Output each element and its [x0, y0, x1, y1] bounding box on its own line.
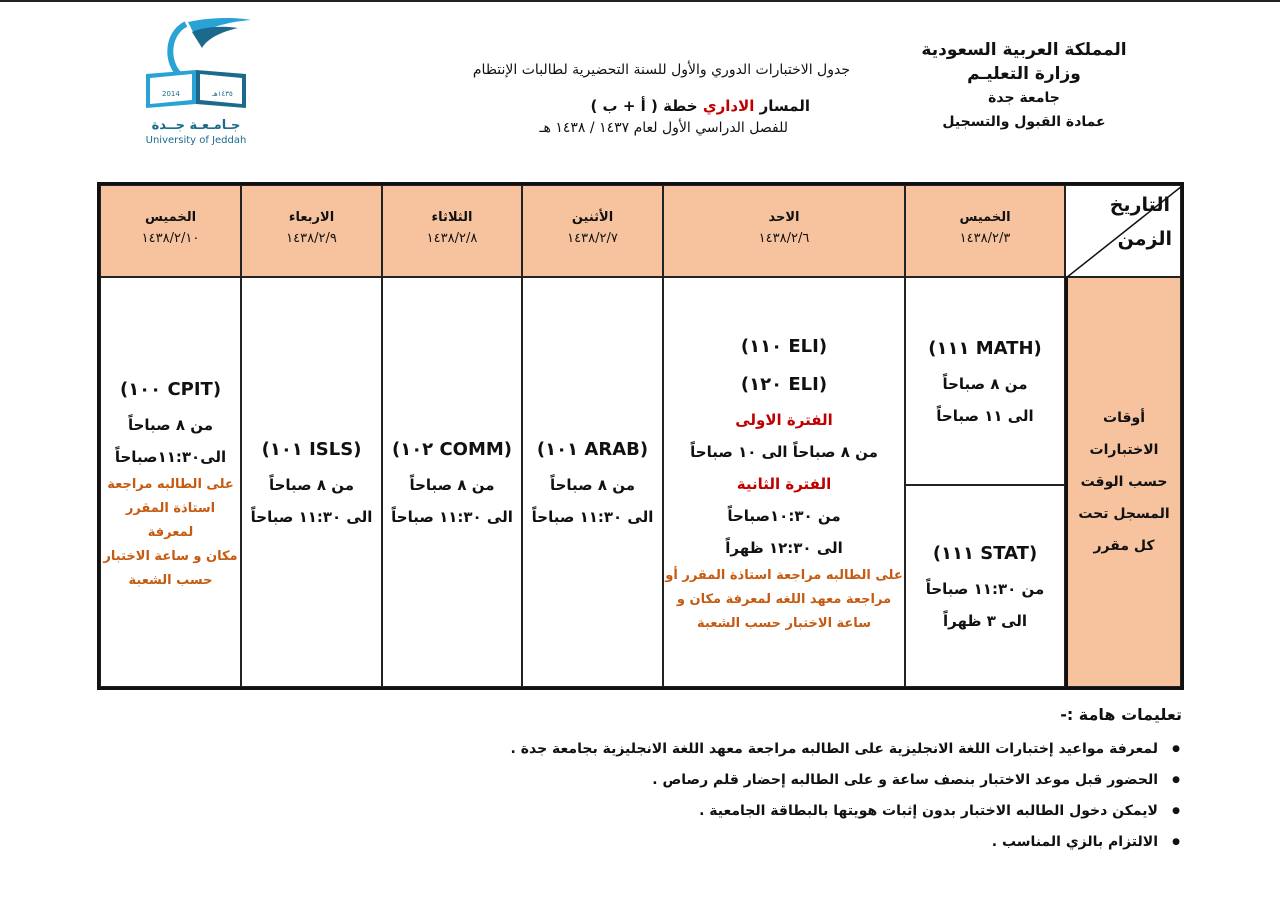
- logo-arabic-name: جـامـعـة جــدة: [151, 118, 241, 133]
- side-line: الاختبارات: [1089, 442, 1159, 458]
- logo-year-1: 2014: [162, 90, 180, 98]
- course-code: (ISLS ١٠١): [261, 439, 362, 460]
- day-header: [905, 185, 1065, 277]
- exam-end: الى ١١:٣٠ صباحاً: [250, 508, 373, 526]
- exam-end: الى ١٢:٣٠ ظهراً: [725, 539, 843, 557]
- institution-header: [894, 38, 1154, 134]
- period-label: الفترة الاولى: [735, 411, 833, 429]
- exam-end: الى ٣ ظهراً: [942, 612, 1028, 630]
- day-header: [382, 185, 522, 277]
- day-name: الاربعاء: [288, 210, 335, 225]
- day-date: ١٤٣٨/٢/٩: [286, 231, 337, 246]
- exam-note: على الطالبه مراجعة: [107, 477, 234, 492]
- exam-end: الى ١١:٣٠ صباحاً: [391, 508, 513, 526]
- exam-note: حسب الشعبة: [128, 573, 213, 588]
- day-name: الثلاثاء: [431, 210, 473, 225]
- track-label: المسار: [759, 97, 810, 115]
- side-line: كل مقرر: [1093, 538, 1155, 554]
- logo-year-2: ١٤٣٥هـ: [212, 90, 233, 98]
- logo-english-name: University of Jeddah: [145, 135, 247, 146]
- exam-end: الى ١١ صباحاً: [936, 407, 1034, 425]
- exam-note: استاذة المقرر لمعرفة: [125, 501, 216, 540]
- exam-end: الى ١١:٣٠ صباحاً: [531, 508, 654, 526]
- side-line: أوقات: [1103, 410, 1145, 426]
- side-line: حسب الوقت: [1080, 474, 1168, 490]
- day-date: ١٤٣٨/٢/١٠: [141, 231, 200, 246]
- exam-note: مكان و ساعة الاختبار: [103, 549, 238, 564]
- period-label: الفترة الثانية: [736, 475, 832, 493]
- date-label: التاريخ: [1109, 194, 1170, 216]
- country-name: المملكة العربية السعودية: [921, 40, 1127, 60]
- day-header: [522, 185, 663, 277]
- day-date: ١٤٣٨/٢/٨: [426, 231, 478, 246]
- exam-cell-math: [905, 277, 1065, 485]
- ministry-name: وزارة التعليـم: [967, 64, 1081, 84]
- logo-book-icon: [126, 14, 266, 118]
- exam-cell-comm: [382, 277, 522, 687]
- document-title: [410, 62, 850, 136]
- course-code: (ELI ١٢٠): [740, 374, 828, 395]
- deanship-name: عمادة القبول والتسجيل: [942, 114, 1106, 130]
- title-line-1: جدول الاختبارات الدوري والأول للسنة التحضيرية لطالبات الإنتظام: [472, 62, 850, 78]
- plan-label: خطة ( أ + ب ): [590, 97, 698, 115]
- day-name: الخميس: [144, 210, 197, 225]
- side-line: المسجل تحت: [1078, 506, 1170, 522]
- exam-cell-arab: [522, 277, 663, 687]
- course-code: (ELI ١١٠): [740, 336, 828, 357]
- instructions-title: تعليمات هامة :-: [1060, 705, 1182, 724]
- exam-cell-isls: [241, 277, 382, 687]
- exam-start: من ٨ صباحاً: [268, 476, 355, 494]
- day-name: الخميس: [959, 210, 1011, 225]
- exam-note: على الطالبه مراجعة استاذة المقرر أو: [665, 568, 903, 583]
- day-date: ١٤٣٨/٢/٦: [758, 231, 810, 246]
- exam-note: مراجعة معهد اللغه لمعرفة مكان و: [676, 592, 892, 607]
- day-header: [241, 185, 382, 277]
- instructions-section: [182, 702, 1182, 858]
- day-name: الأثنين: [571, 210, 614, 225]
- time-side-label: [1065, 277, 1181, 687]
- top-border-line: [0, 0, 1280, 2]
- exam-cell-stat: [905, 485, 1065, 687]
- instruction-item: ● الالتزام بالزي المناسب .: [182, 827, 1158, 858]
- day-header: [663, 185, 905, 277]
- course-code: (MATH ١١١): [928, 338, 1042, 359]
- course-code: (STAT ١١١): [932, 543, 1038, 564]
- title-line-3: للفصل الدراسي الأول لعام ١٤٣٧ / ١٤٣٨ هـ: [539, 120, 788, 136]
- exam-start: من ١٠:٣٠صباحاً: [727, 507, 841, 525]
- exam-start: من ١١:٣٠ صباحاً: [925, 580, 1045, 598]
- exam-start: من ٨ صباحاً: [942, 375, 1028, 393]
- day-header: [100, 185, 241, 277]
- day-name: الاحد: [768, 210, 800, 225]
- track-name: الاداري: [702, 97, 755, 115]
- exam-cell-eli: [663, 277, 905, 687]
- corner-cell: [1065, 185, 1181, 277]
- exam-start: من ٨ صباحاً: [409, 476, 495, 494]
- instruction-item: ● لايمكن دخول الطالبه الاختبار بدون إثبات هويتها بالبطاقة الجامعية .: [182, 796, 1158, 827]
- university-name: جامعة جدة: [988, 90, 1060, 106]
- course-code: (CPIT ١٠٠): [119, 379, 222, 400]
- day-date: ١٤٣٨/٢/٣: [959, 231, 1011, 246]
- instruction-item: ● الحضور قبل موعد الاختبار بنصف ساعة و على الطالبه إحضار قلم رصاص .: [182, 765, 1158, 796]
- course-code: (COMM ١٠٢): [391, 439, 513, 460]
- exam-start: من ٨ صباحاً: [127, 416, 214, 434]
- university-logo: [126, 14, 266, 150]
- period-time: من ٨ صباحاً الى ١٠ صباحاً: [690, 443, 878, 461]
- time-label: الزمن: [1117, 228, 1172, 250]
- exam-start: من ٨ صباحاً: [549, 476, 636, 494]
- exam-schedule-table: [97, 182, 1184, 690]
- exam-cell-cpit: [100, 277, 241, 687]
- course-code: (ARAB ١٠١): [536, 439, 649, 460]
- day-date: ١٤٣٨/٢/٧: [567, 231, 618, 246]
- exam-note: ساعة الاختبار حسب الشعبة: [697, 616, 871, 631]
- instructions-list: [182, 734, 1182, 858]
- title-line-2: [410, 90, 850, 120]
- exam-end: الى١١:٣٠صباحاً: [114, 448, 227, 466]
- instruction-item: ● لمعرفة مواعيد إختبارات اللغة الانجليزية على الطالبه مراجعة معهد اللغة الانجليزية بجامعة جدة .: [182, 734, 1158, 765]
